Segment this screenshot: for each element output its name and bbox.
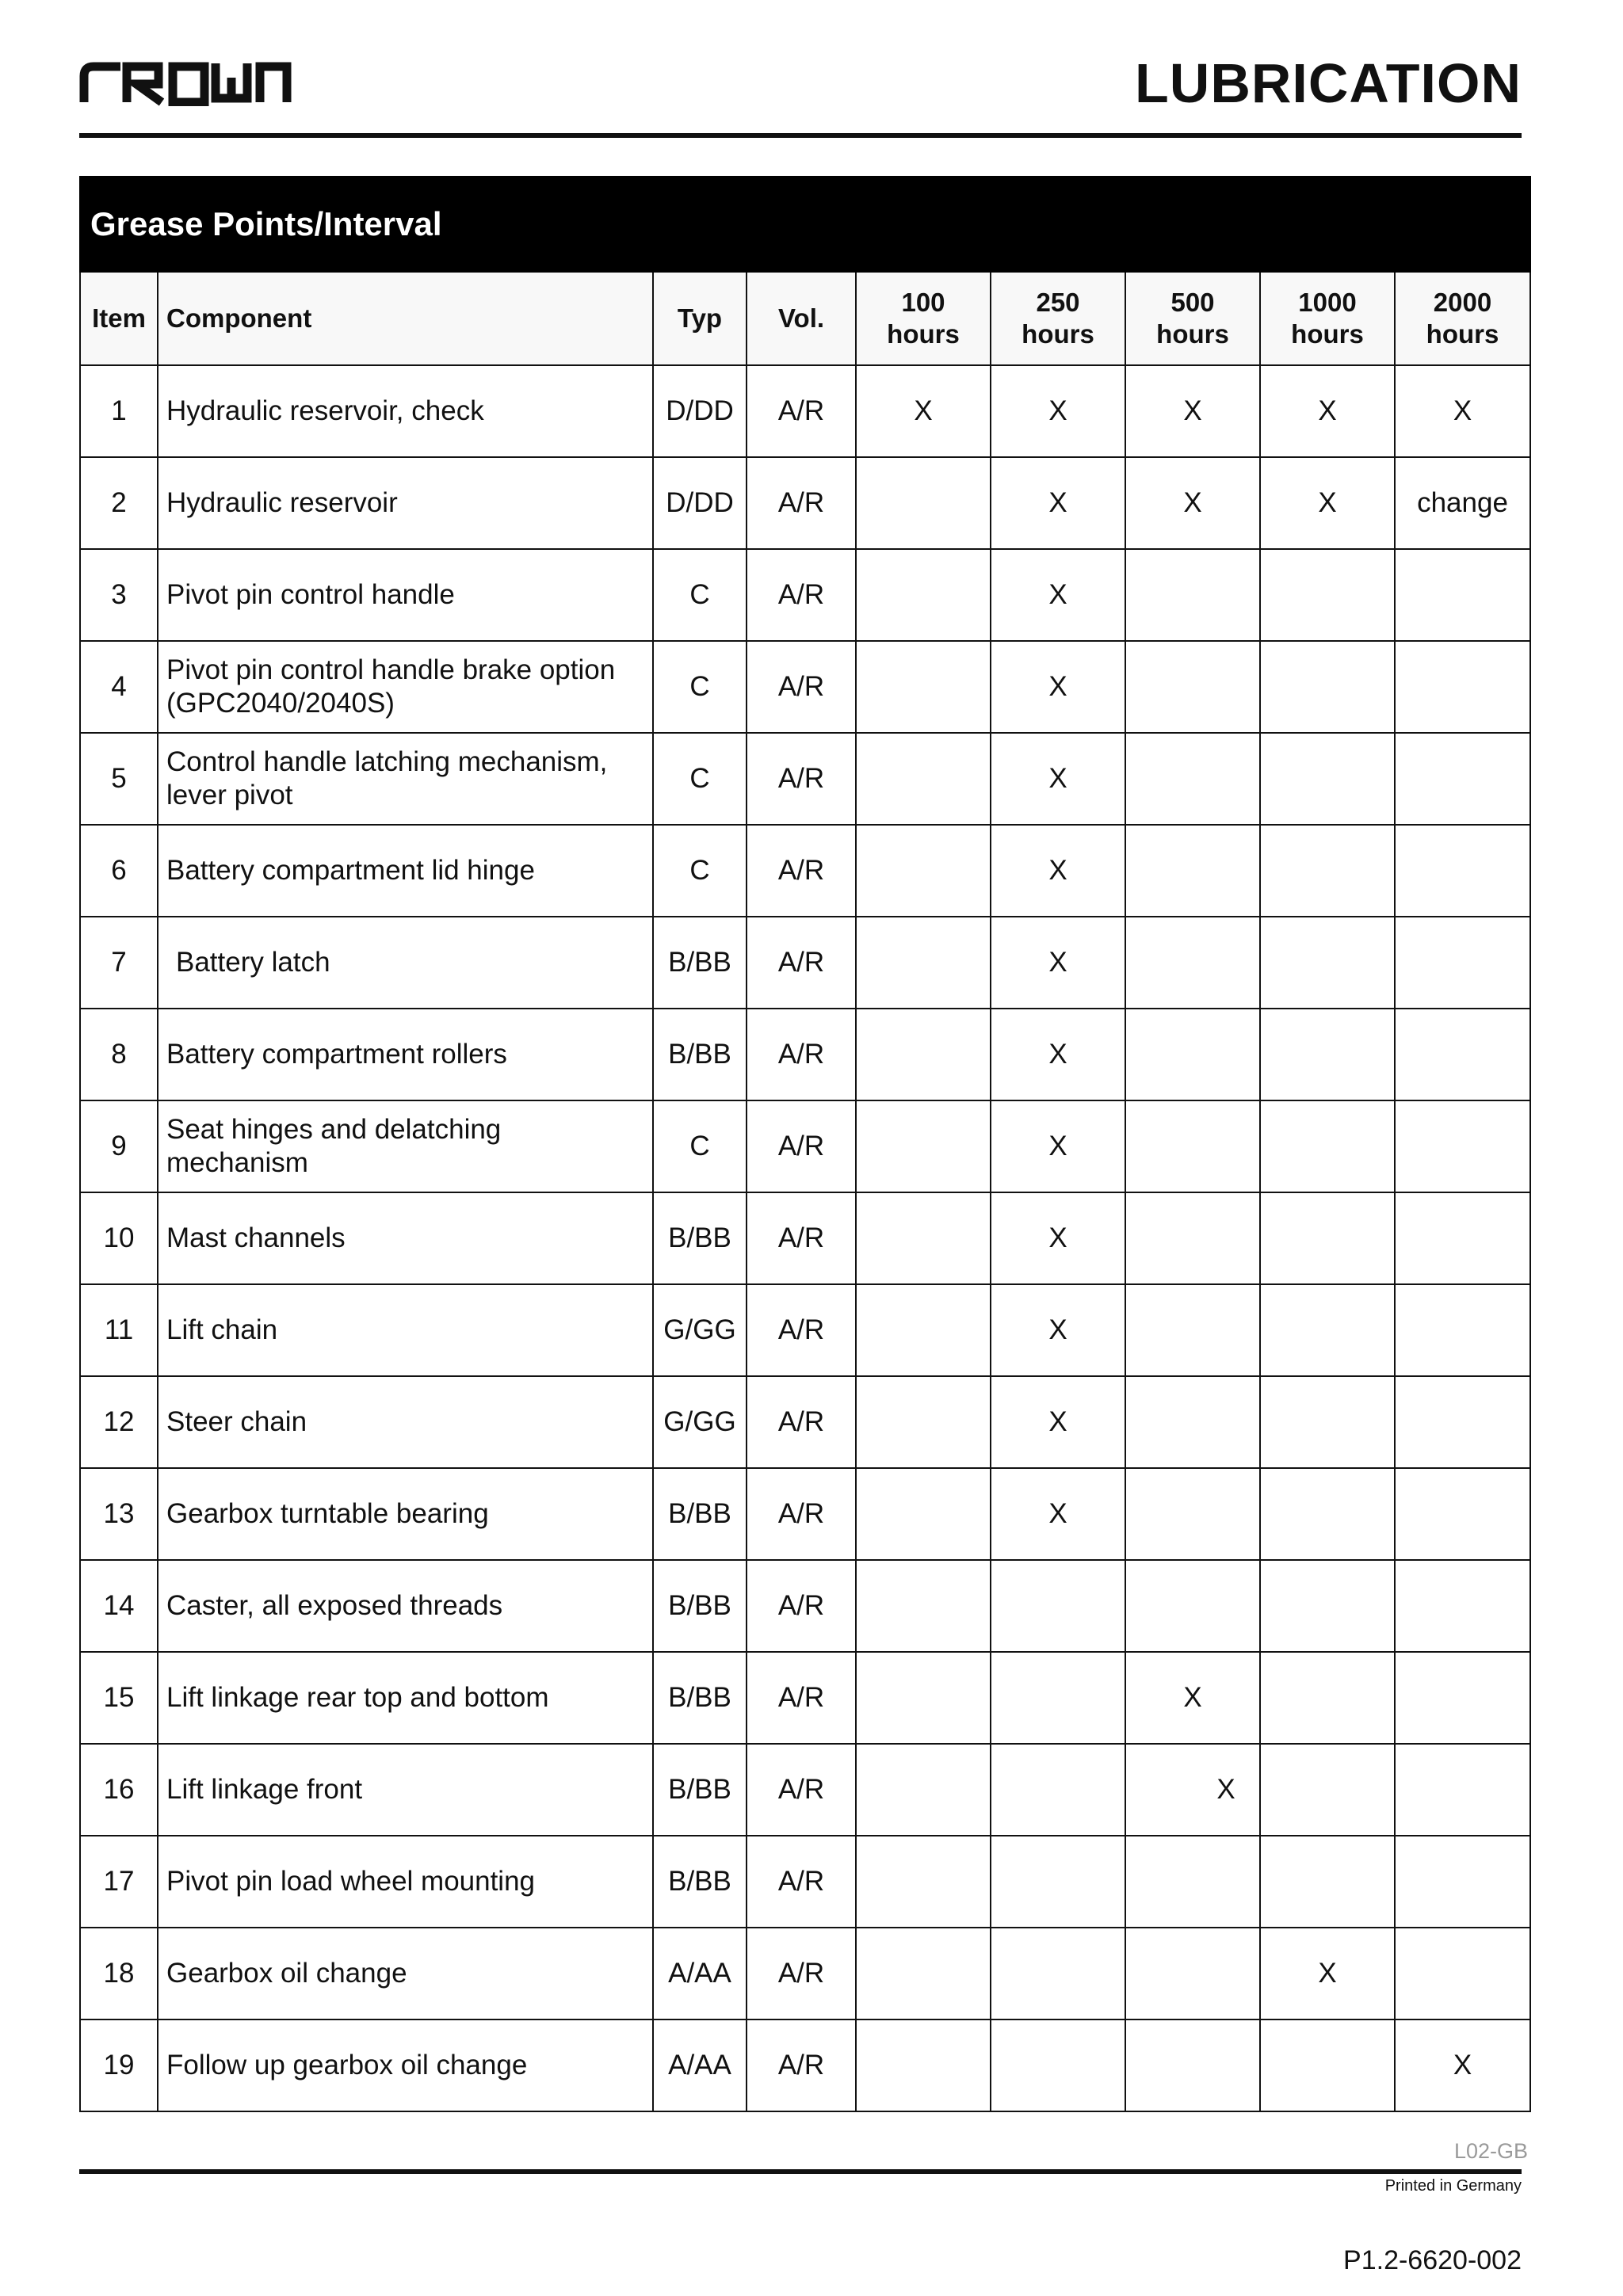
table-row bbox=[80, 1928, 1530, 2019]
h250-cell: X bbox=[991, 1100, 1125, 1192]
component-cell: Lift linkage front bbox=[158, 1744, 653, 1836]
h1000-cell bbox=[1260, 1284, 1395, 1376]
h100-cell bbox=[856, 1836, 991, 1928]
h2000-cell bbox=[1395, 1744, 1530, 1836]
component-cell: Gearbox turntable bearing bbox=[158, 1468, 653, 1560]
typ-cell: G/GG bbox=[653, 1284, 747, 1376]
item-cell: 19 bbox=[80, 2019, 158, 2111]
h500-cell bbox=[1125, 1009, 1260, 1100]
h500-cell bbox=[1125, 641, 1260, 733]
col-2000-hours: 2000 hours bbox=[1395, 272, 1530, 365]
vol-cell: A/R bbox=[747, 1836, 856, 1928]
h250-cell: X bbox=[991, 365, 1125, 457]
h250-cell: X bbox=[991, 825, 1125, 917]
vol-cell: A/R bbox=[747, 1652, 856, 1744]
grease-points-table bbox=[79, 176, 1531, 2112]
h2000-cell bbox=[1395, 1836, 1530, 1928]
item-cell: 14 bbox=[80, 1560, 158, 1652]
item-cell: 12 bbox=[80, 1376, 158, 1468]
h100-cell bbox=[856, 825, 991, 917]
h1000-cell bbox=[1260, 2019, 1395, 2111]
h2000-cell: X bbox=[1395, 365, 1530, 457]
item-cell: 17 bbox=[80, 1836, 158, 1928]
item-cell: 15 bbox=[80, 1652, 158, 1744]
h2000-cell bbox=[1395, 641, 1530, 733]
item-cell: 3 bbox=[80, 549, 158, 641]
h250-cell: X bbox=[991, 1284, 1125, 1376]
col-component: Component bbox=[158, 272, 653, 365]
h250-cell: X bbox=[991, 1376, 1125, 1468]
h1000-cell bbox=[1260, 1560, 1395, 1652]
h2000-cell bbox=[1395, 1284, 1530, 1376]
h100-cell bbox=[856, 1009, 991, 1100]
table-row bbox=[80, 1376, 1530, 1468]
table-row bbox=[80, 1652, 1530, 1744]
h100-cell bbox=[856, 733, 991, 825]
h2000-cell bbox=[1395, 1468, 1530, 1560]
typ-cell: C bbox=[653, 825, 747, 917]
item-cell: 7 bbox=[80, 917, 158, 1009]
h250-cell: X bbox=[991, 917, 1125, 1009]
h500-cell bbox=[1125, 1560, 1260, 1652]
col-1000-hours: 1000 hours bbox=[1260, 272, 1395, 365]
item-cell: 6 bbox=[80, 825, 158, 917]
h500-cell bbox=[1125, 1284, 1260, 1376]
h250-cell: X bbox=[991, 733, 1125, 825]
h250-cell: X bbox=[991, 549, 1125, 641]
typ-cell: C bbox=[653, 641, 747, 733]
table-row bbox=[80, 1836, 1530, 1928]
h100-cell: X bbox=[856, 365, 991, 457]
h1000-cell bbox=[1260, 641, 1395, 733]
item-cell: 18 bbox=[80, 1928, 158, 2019]
table-row bbox=[80, 917, 1530, 1009]
component-cell: Gearbox oil change bbox=[158, 1928, 653, 2019]
h500-cell bbox=[1125, 1376, 1260, 1468]
header-divider bbox=[79, 133, 1522, 138]
typ-cell: B/BB bbox=[653, 1836, 747, 1928]
h1000-cell bbox=[1260, 549, 1395, 641]
h100-cell bbox=[856, 2019, 991, 2111]
h500-cell bbox=[1125, 1468, 1260, 1560]
item-cell: 8 bbox=[80, 1009, 158, 1100]
page-header bbox=[79, 52, 1522, 135]
h250-cell bbox=[991, 1928, 1125, 2019]
typ-cell: B/BB bbox=[653, 1009, 747, 1100]
col-typ: Typ bbox=[653, 272, 747, 365]
table-row bbox=[80, 2019, 1530, 2111]
vol-cell: A/R bbox=[747, 1284, 856, 1376]
h2000-cell bbox=[1395, 1009, 1530, 1100]
col-500-hours: 500 hours bbox=[1125, 272, 1260, 365]
h500-cell bbox=[1125, 1100, 1260, 1192]
h500-cell bbox=[1125, 549, 1260, 641]
h500-cell bbox=[1125, 1836, 1260, 1928]
table-row bbox=[80, 457, 1530, 549]
h100-cell bbox=[856, 549, 991, 641]
table-row bbox=[80, 1009, 1530, 1100]
h250-cell: X bbox=[991, 1192, 1125, 1284]
item-cell: 9 bbox=[80, 1100, 158, 1192]
table-row bbox=[80, 1192, 1530, 1284]
h100-cell bbox=[856, 641, 991, 733]
vol-cell: A/R bbox=[747, 825, 856, 917]
item-cell: 2 bbox=[80, 457, 158, 549]
typ-cell: C bbox=[653, 733, 747, 825]
component-cell: Pivot pin control handle brake option (GPC2040/2040S) bbox=[158, 641, 653, 733]
typ-cell: B/BB bbox=[653, 917, 747, 1009]
h500-cell bbox=[1125, 917, 1260, 1009]
h1000-cell bbox=[1260, 733, 1395, 825]
h250-cell: X bbox=[991, 1468, 1125, 1560]
component-cell: Lift chain bbox=[158, 1284, 653, 1376]
h500-cell bbox=[1125, 733, 1260, 825]
table-row bbox=[80, 1560, 1530, 1652]
page-reference: P1.2-6620-002 bbox=[1343, 2245, 1522, 2275]
vol-cell: A/R bbox=[747, 365, 856, 457]
h1000-cell bbox=[1260, 1652, 1395, 1744]
col-item: Item bbox=[80, 272, 158, 365]
typ-cell: B/BB bbox=[653, 1192, 747, 1284]
vol-cell: A/R bbox=[747, 1928, 856, 2019]
typ-cell: D/DD bbox=[653, 457, 747, 549]
column-header-row bbox=[80, 272, 1530, 365]
item-cell: 16 bbox=[80, 1744, 158, 1836]
h500-cell: X bbox=[1125, 1652, 1260, 1744]
vol-cell: A/R bbox=[747, 1468, 856, 1560]
h1000-cell: X bbox=[1260, 365, 1395, 457]
h500-cell bbox=[1125, 2019, 1260, 2111]
h250-cell bbox=[991, 1744, 1125, 1836]
typ-cell: B/BB bbox=[653, 1560, 747, 1652]
component-cell: Hydraulic reservoir, check bbox=[158, 365, 653, 457]
component-cell: Mast channels bbox=[158, 1192, 653, 1284]
h100-cell bbox=[856, 1560, 991, 1652]
h1000-cell bbox=[1260, 1192, 1395, 1284]
h1000-cell bbox=[1260, 1836, 1395, 1928]
component-cell: Hydraulic reservoir bbox=[158, 457, 653, 549]
h1000-cell bbox=[1260, 825, 1395, 917]
h250-cell: X bbox=[991, 457, 1125, 549]
item-cell: 10 bbox=[80, 1192, 158, 1284]
h500-cell: X bbox=[1125, 365, 1260, 457]
typ-cell: A/AA bbox=[653, 1928, 747, 2019]
printed-note: Printed in Germany bbox=[1384, 2177, 1522, 2195]
h500-cell: X bbox=[1125, 1744, 1260, 1836]
h250-cell bbox=[991, 2019, 1125, 2111]
typ-cell: C bbox=[653, 1100, 747, 1192]
h2000-cell bbox=[1395, 1376, 1530, 1468]
table-row bbox=[80, 825, 1530, 917]
h250-cell bbox=[991, 1652, 1125, 1744]
col-vol: Vol. bbox=[747, 272, 856, 365]
h100-cell bbox=[856, 1928, 991, 2019]
crown-logo bbox=[79, 59, 293, 106]
typ-cell: D/DD bbox=[653, 365, 747, 457]
h1000-cell bbox=[1260, 1009, 1395, 1100]
table-row bbox=[80, 365, 1530, 457]
table-row bbox=[80, 1284, 1530, 1376]
h100-cell bbox=[856, 457, 991, 549]
h100-cell bbox=[856, 1652, 991, 1744]
component-cell: Follow up gearbox oil change bbox=[158, 2019, 653, 2111]
h500-cell: X bbox=[1125, 457, 1260, 549]
typ-cell: B/BB bbox=[653, 1744, 747, 1836]
table-row bbox=[80, 1744, 1530, 1836]
h1000-cell: X bbox=[1260, 457, 1395, 549]
h1000-cell bbox=[1260, 1100, 1395, 1192]
component-cell: Battery compartment lid hinge bbox=[158, 825, 653, 917]
vol-cell: A/R bbox=[747, 549, 856, 641]
typ-cell: B/BB bbox=[653, 1468, 747, 1560]
col-100-hours: 100 hours bbox=[856, 272, 991, 365]
h100-cell bbox=[856, 1192, 991, 1284]
h250-cell: X bbox=[991, 1009, 1125, 1100]
footer-divider bbox=[79, 2169, 1522, 2174]
h2000-cell bbox=[1395, 825, 1530, 917]
h2000-cell bbox=[1395, 1652, 1530, 1744]
h100-cell bbox=[856, 1284, 991, 1376]
h250-cell: X bbox=[991, 641, 1125, 733]
h1000-cell bbox=[1260, 1468, 1395, 1560]
component-cell: Control handle latching mechanism, lever pivot bbox=[158, 733, 653, 825]
document-code: L02-GB bbox=[1453, 2139, 1528, 2163]
h2000-cell bbox=[1395, 1928, 1530, 2019]
h100-cell bbox=[856, 1744, 991, 1836]
component-cell: Seat hinges and delatching mechanism bbox=[158, 1100, 653, 1192]
vol-cell: A/R bbox=[747, 733, 856, 825]
vol-cell: A/R bbox=[747, 917, 856, 1009]
vol-cell: A/R bbox=[747, 1560, 856, 1652]
h1000-cell bbox=[1260, 1744, 1395, 1836]
h2000-cell bbox=[1395, 1560, 1530, 1652]
vol-cell: A/R bbox=[747, 1009, 856, 1100]
component-cell: Battery latch bbox=[158, 917, 653, 1009]
item-cell: 4 bbox=[80, 641, 158, 733]
vol-cell: A/R bbox=[747, 457, 856, 549]
component-cell: Caster, all exposed threads bbox=[158, 1560, 653, 1652]
item-cell: 13 bbox=[80, 1468, 158, 1560]
component-cell: Pivot pin control handle bbox=[158, 549, 653, 641]
item-cell: 5 bbox=[80, 733, 158, 825]
item-cell: 1 bbox=[80, 365, 158, 457]
h250-cell bbox=[991, 1836, 1125, 1928]
h500-cell bbox=[1125, 825, 1260, 917]
h100-cell bbox=[856, 1468, 991, 1560]
col-250-hours: 250 hours bbox=[991, 272, 1125, 365]
h2000-cell bbox=[1395, 549, 1530, 641]
h2000-cell bbox=[1395, 1100, 1530, 1192]
page-title: LUBRICATION bbox=[1135, 52, 1522, 114]
vol-cell: A/R bbox=[747, 1192, 856, 1284]
h100-cell bbox=[856, 917, 991, 1009]
vol-cell: A/R bbox=[747, 641, 856, 733]
table-row bbox=[80, 1100, 1530, 1192]
h100-cell bbox=[856, 1376, 991, 1468]
h2000-cell: X bbox=[1395, 2019, 1530, 2111]
item-cell: 11 bbox=[80, 1284, 158, 1376]
h1000-cell: X bbox=[1260, 1928, 1395, 2019]
h1000-cell bbox=[1260, 1376, 1395, 1468]
h2000-cell bbox=[1395, 1192, 1530, 1284]
h2000-cell: change bbox=[1395, 457, 1530, 549]
h2000-cell bbox=[1395, 917, 1530, 1009]
typ-cell: G/GG bbox=[653, 1376, 747, 1468]
typ-cell: B/BB bbox=[653, 1652, 747, 1744]
h2000-cell bbox=[1395, 733, 1530, 825]
vol-cell: A/R bbox=[747, 1744, 856, 1836]
table-banner: Grease Points/Interval bbox=[80, 177, 1530, 272]
table-row bbox=[80, 549, 1530, 641]
vol-cell: A/R bbox=[747, 2019, 856, 2111]
table-row bbox=[80, 641, 1530, 733]
component-cell: Battery compartment rollers bbox=[158, 1009, 653, 1100]
typ-cell: A/AA bbox=[653, 2019, 747, 2111]
typ-cell: C bbox=[653, 549, 747, 641]
component-cell: Lift linkage rear top and bottom bbox=[158, 1652, 653, 1744]
component-cell: Steer chain bbox=[158, 1376, 653, 1468]
h500-cell bbox=[1125, 1192, 1260, 1284]
component-cell: Pivot pin load wheel mounting bbox=[158, 1836, 653, 1928]
vol-cell: A/R bbox=[747, 1100, 856, 1192]
h100-cell bbox=[856, 1100, 991, 1192]
h1000-cell bbox=[1260, 917, 1395, 1009]
h500-cell bbox=[1125, 1928, 1260, 2019]
table-row bbox=[80, 733, 1530, 825]
vol-cell: A/R bbox=[747, 1376, 856, 1468]
h250-cell bbox=[991, 1560, 1125, 1652]
table-row bbox=[80, 1468, 1530, 1560]
